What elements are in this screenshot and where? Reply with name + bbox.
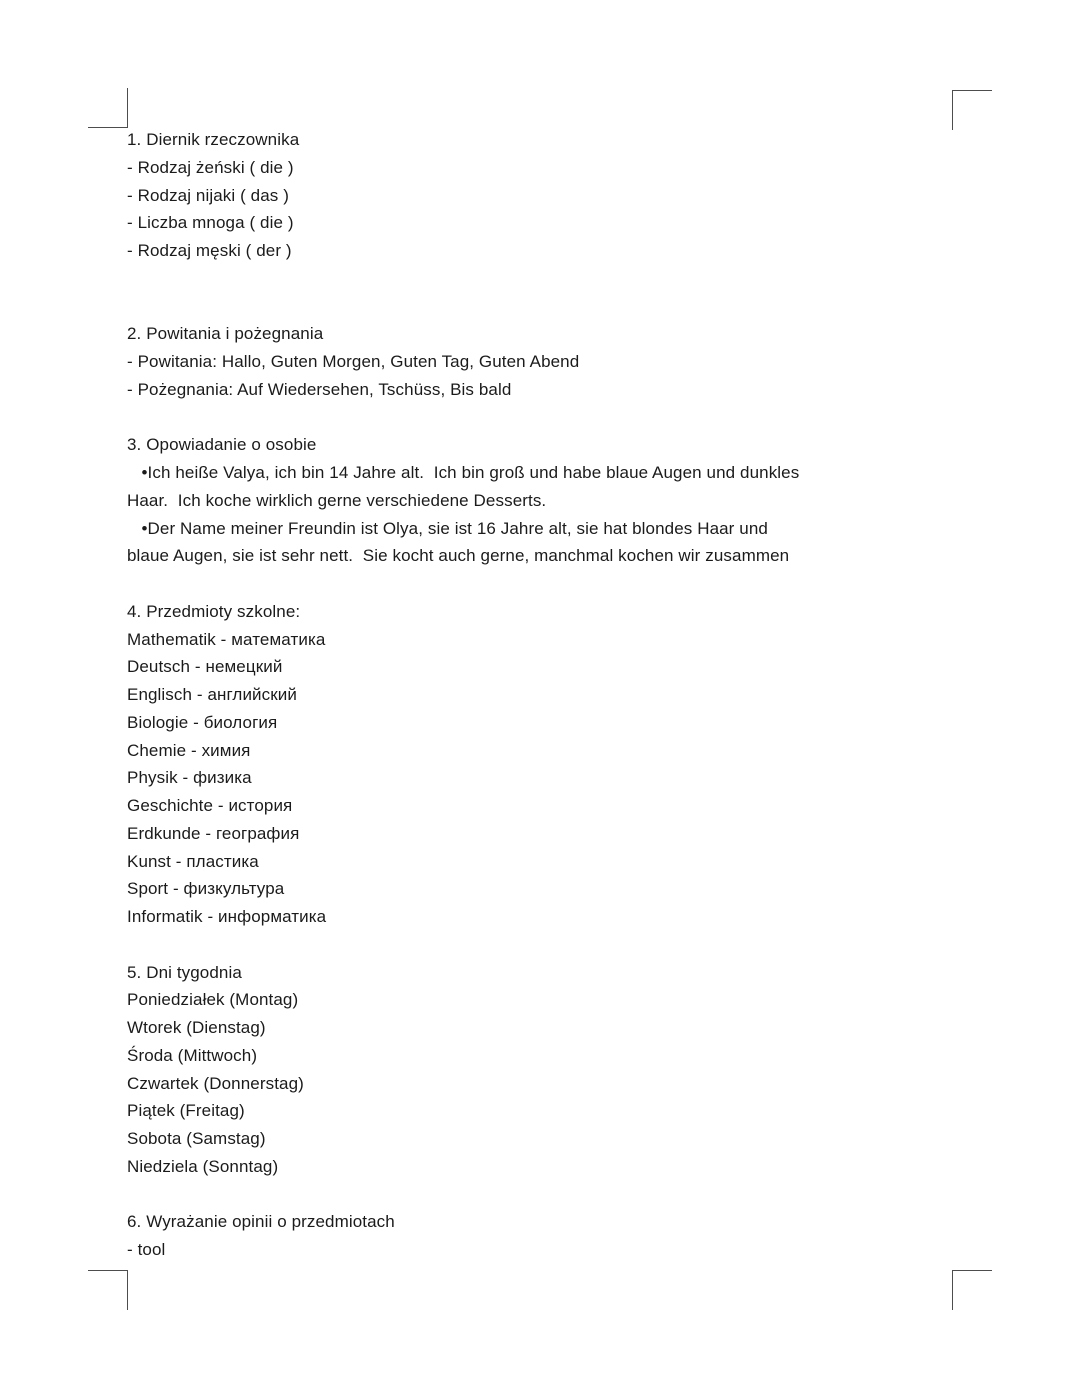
text-line: Sport - физкультура [127,879,285,899]
text-line: - tool [127,1240,166,1259]
text-line: Chemie - химия [127,740,251,760]
text-line: •Ich heiße Valya, ich bin 14 Jahre alt. Ich bin groß und habe blaue Augen und dunkles [127,463,800,482]
text-line: Wtorek (Dienstag) [127,1018,266,1037]
text-line: 5. Dni tygodnia [127,962,242,982]
text-line: 3. Opowiadanie o osobie [127,435,317,455]
text-line: Biologie - биология [127,712,278,732]
text-line: - Rodzaj męski ( der ) [127,241,292,260]
text-line: - Rodzaj nijaki ( das ) [127,185,289,205]
text-line: Niedziela (Sonntag) [127,1156,279,1176]
document-content [127,126,957,1264]
text-line [127,931,957,959]
text-line: blaue Augen, sie ist sehr nett. Sie kocht auch gerne, manchmal kochen wir zusammen [127,546,790,566]
text-line: Czwartek (Donnerstag) [127,1073,304,1093]
text-line: Piątek (Freitag) [127,1101,245,1121]
text-line: Geschichte - история [127,796,293,815]
text-line [127,570,957,598]
text-line: Deutsch - немецкий [127,657,283,677]
text-line: - Rodzaj żeński ( die ) [127,157,294,177]
text-line: 1. Diernik rzeczownika [127,130,300,149]
text-line: 6. Wyrażanie opinii o przedmiotach [127,1212,395,1232]
text-line: 2. Powitania i pożegnania [127,324,324,344]
crop-mark-bottom-left [88,1270,128,1310]
text-line: Englisch - английский [127,685,297,704]
text-line: - Powitania: Hallo, Guten Morgen, Guten Tag, Guten Abend [127,352,580,371]
crop-mark-top-right [952,90,992,130]
text-line: Środa (Mittwoch) [127,1045,258,1065]
crop-mark-top-left [88,88,128,128]
text-line: Mathematik - математика [127,629,326,649]
text-line [127,293,957,321]
text-line [127,1181,957,1209]
text-line: Kunst - пластика [127,851,259,871]
text-line [127,265,957,293]
text-line: - Pożegnania: Auf Wiedersehen, Tschüss, Bis bald [127,379,512,399]
text-line: Informatik - информатика [127,907,327,926]
text-line: Haar. Ich koche wirklich gerne verschiedene Desserts. [127,490,547,510]
text-line: - Liczba mnoga ( die ) [127,213,294,233]
text-line [127,404,957,432]
crop-mark-bottom-right [952,1270,992,1310]
text-line: 4. Przedmioty szkolne: [127,601,301,621]
text-line: Sobota (Samstag) [127,1129,266,1148]
text-line: •Der Name meiner Freundin ist Olya, sie ist 16 Jahre alt, sie hat blondes Haar und [127,518,768,538]
text-line: Poniedziałek (Montag) [127,990,299,1010]
text-line: Erdkunde - география [127,823,300,843]
text-line: Physik - физика [127,768,252,788]
